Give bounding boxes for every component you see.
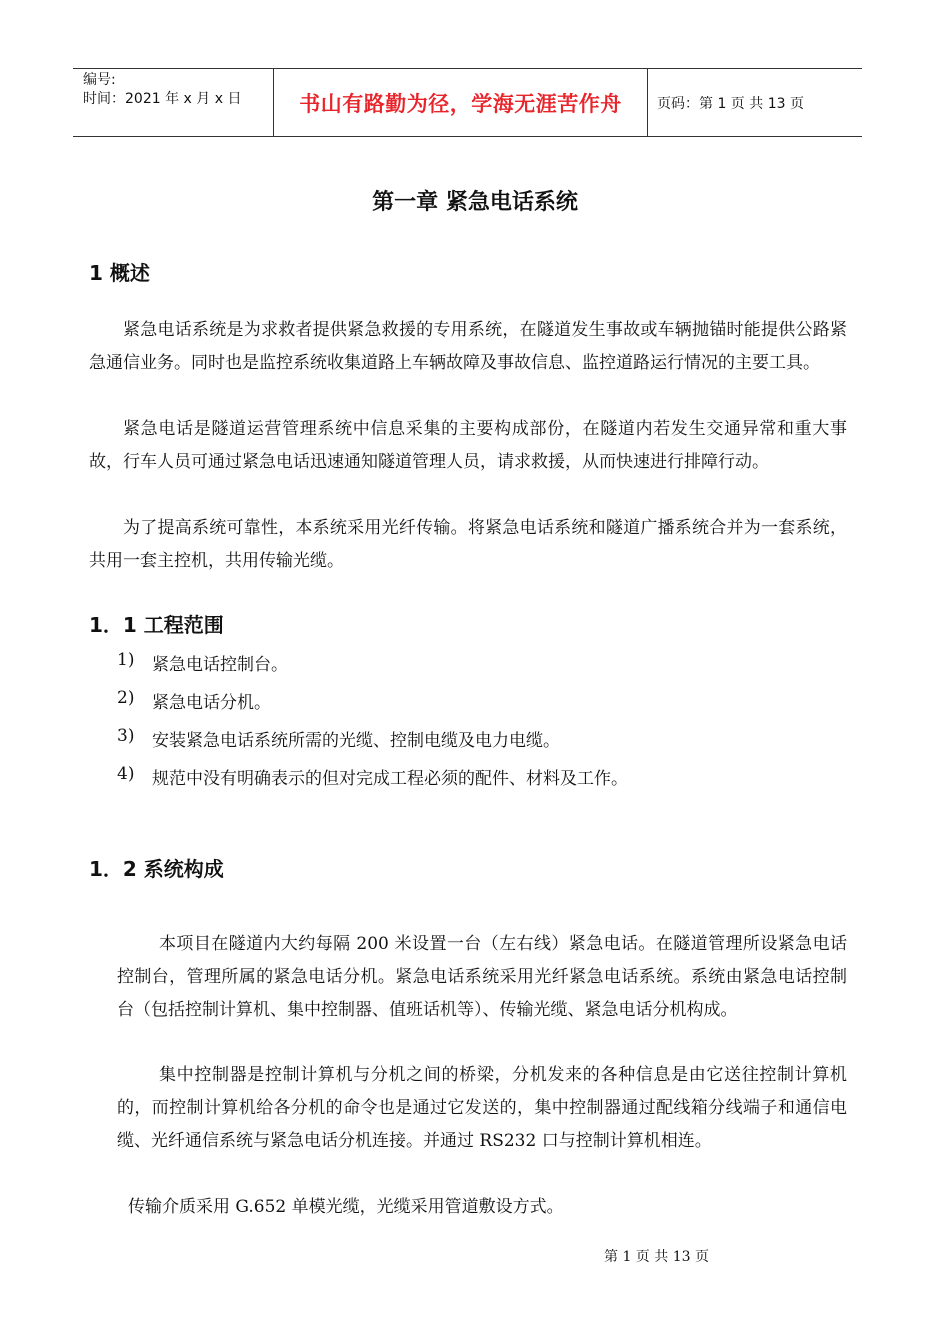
scope-list [117,650,628,802]
list-text: 规范中没有明确表示的但对完成工程必须的配件、材料及工作。 [152,769,628,789]
list-number: 4) [117,764,135,784]
list-item [117,688,628,726]
page-info: 页码：第 1 页 共 13 页 [657,95,804,112]
list-text: 安装紧急电话系统所需的光缆、控制电缆及电力电缆。 [152,731,560,751]
section-heading-scope: 1．1 工程范围 [89,613,224,637]
list-number: 2) [117,688,135,708]
paragraph: 紧急电话系统是为求救者提供紧急救援的专用系统，在隧道发生事故或车辆抛锚时能提供公路紧急通信业务。同时也是监控系统收集道路上车辆故障及事故信息、监控道路运行情况的主要工具。 [89,320,847,373]
motto: 书山有路勤为径，学海无涯苦作舟 [299,91,622,116]
header-table [73,68,862,137]
list-item [117,650,628,688]
section-heading-overview: 1 概述 [89,261,150,285]
header-motto-cell [274,69,648,136]
list-text: 紧急电话控制台。 [152,655,288,675]
list-text: 紧急电话分机。 [152,693,271,713]
paragraph: 传输介质采用 G.652 单模光缆，光缆采用管道敷设方式。 [128,1197,564,1217]
paragraph: 集中控制器是控制计算机与分机之间的桥梁，分机发来的各种信息是由它送往控制计算机的，而控制计算机给各分机的命令也是通过它发送的，集中控制器通过配线箱分线端子和通信电缆、光纤通信系统与紧急电话分机连接。并通过 RS232 口与控制计算机相连。 [117,1065,847,1151]
list-number: 1) [117,650,135,670]
header-page-cell [648,69,862,136]
list-item [117,726,628,764]
paragraph: 为了提高系统可靠性，本系统采用光纤传输。将紧急电话系统和隧道广播系统合并为一套系统，共用一套主控机，共用传输光缆。 [89,518,847,571]
chapter-title: 第一章 紧急电话系统 [372,190,578,215]
paragraph: 本项目在隧道内大约每隔 200 米设置一台（左右线）紧急电话。在隧道管理所设紧急电话控制台，管理所属的紧急电话分机。紧急电话系统采用光纤紧急电话系统。系统由紧急电话控制台（包括控制计算机、集中控制器、值班话机等）、传输光缆、紧急电话分机构成。 [117,934,847,1020]
time-label: 时间：2021 年 x 月 x 日 [83,91,242,107]
section-heading-composition: 1．2 系统构成 [89,857,224,881]
footer-page-number: 第 1 页 共 13 页 [604,1249,709,1265]
paragraph: 紧急电话是隧道运营管理系统中信息采集的主要构成部份，在隧道内若发生交通异常和重大事故，行车人员可通过紧急电话迅速通知隧道管理人员，请求救援，从而快速进行排障行动。 [89,419,847,472]
number-label: 编号: [83,72,116,88]
list-item [117,764,628,802]
list-number: 3) [117,726,135,746]
header-meta [73,69,274,136]
